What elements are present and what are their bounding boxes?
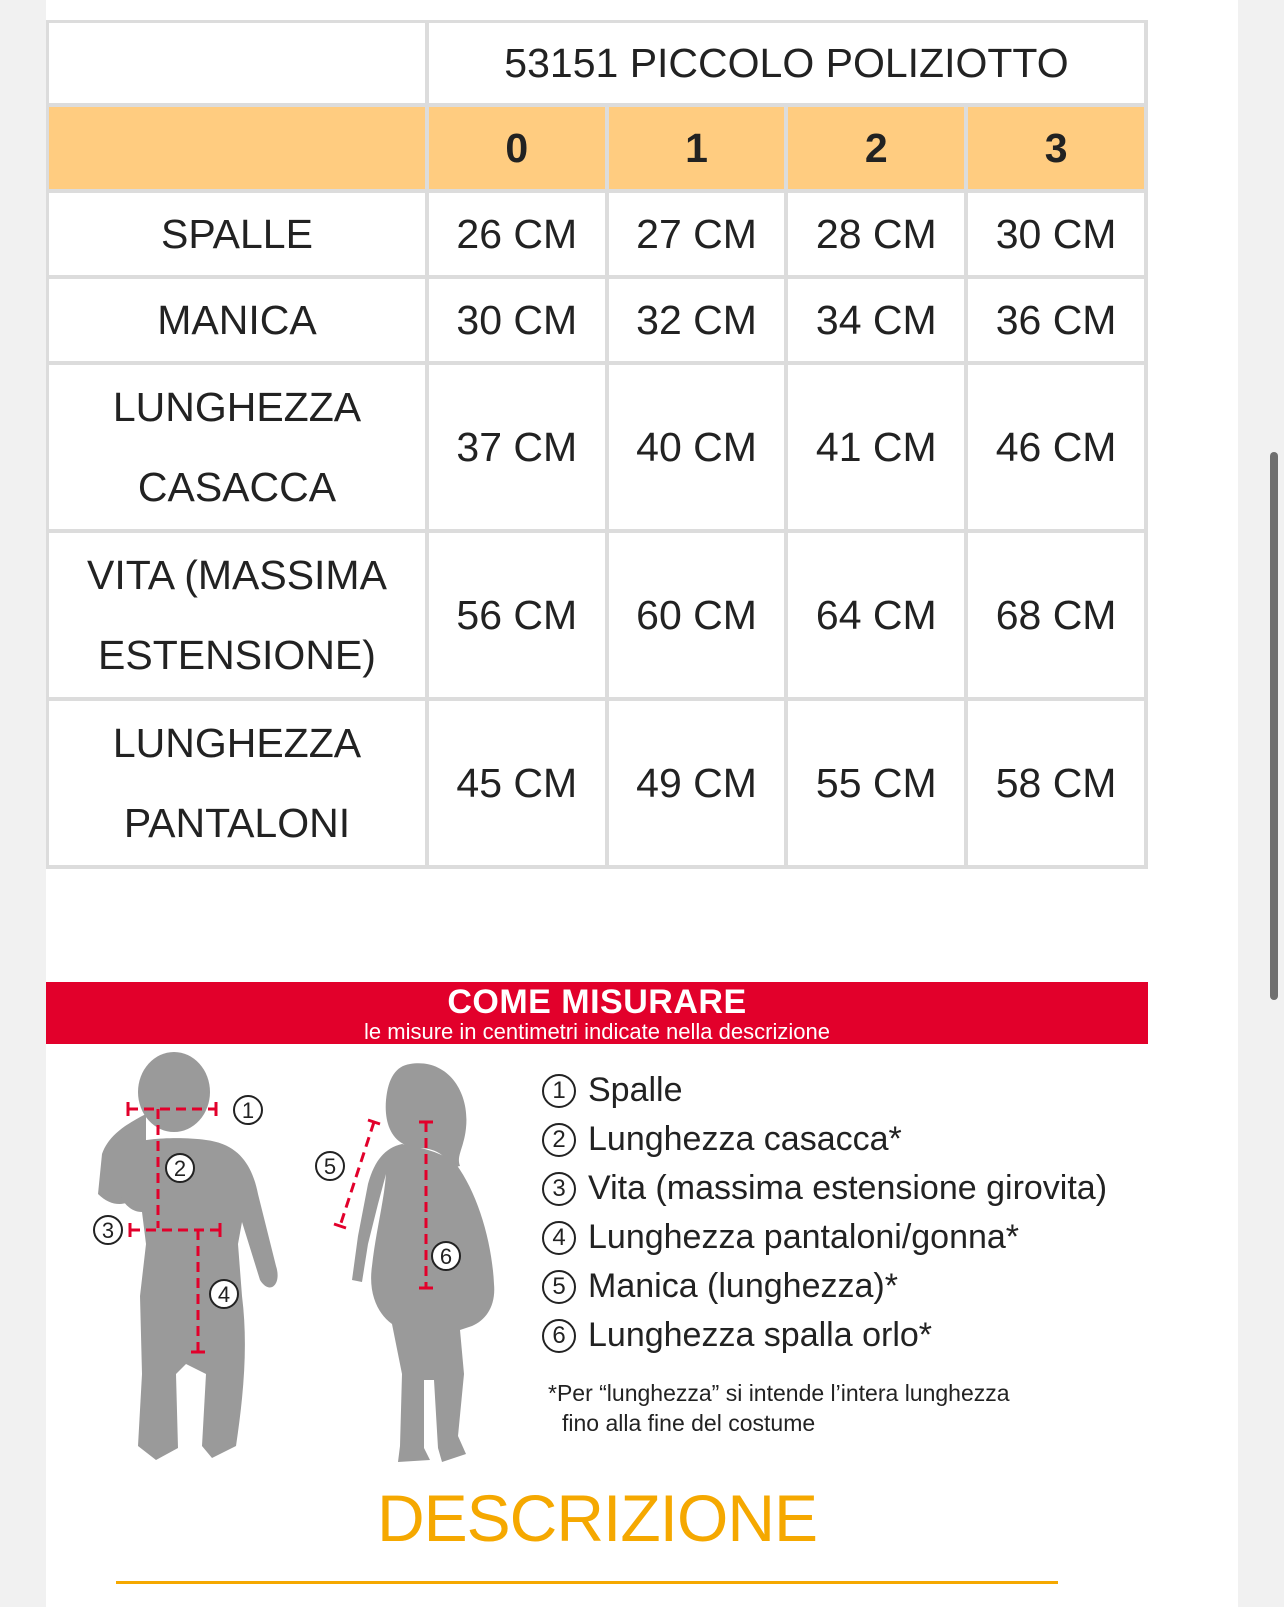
table-cell: 26 CM [429, 193, 609, 279]
table-cell: 37 CM [429, 365, 609, 533]
size-header-2: 2 [788, 107, 968, 193]
list-item [542, 1213, 1152, 1262]
number-circle-icon: 4 [542, 1221, 576, 1255]
legend-text: Manica (lunghezza)* [588, 1267, 898, 1305]
table-row [49, 701, 1148, 869]
how-to-measure-banner [46, 982, 1148, 1044]
how-to-measure-section [46, 982, 1148, 1472]
length-note-line-1: *Per “lunghezza” si intende l’intera lunghezza [548, 1380, 1010, 1406]
size-chart-title-row [49, 23, 1148, 107]
size-header-3: 3 [968, 107, 1148, 193]
row-label-line: SPALLE [160, 210, 313, 257]
table-cell: 64 CM [788, 533, 968, 701]
table-cell: 28 CM [788, 193, 968, 279]
list-item [542, 1262, 1152, 1311]
figure-marker-6: 6 [439, 1244, 453, 1269]
table-row [49, 193, 1148, 279]
table-cell: 56 CM [429, 533, 609, 701]
table-cell: 36 CM [968, 279, 1148, 365]
number-circle-icon: 1 [542, 1074, 576, 1108]
list-item [542, 1066, 1152, 1115]
table-cell: 55 CM [788, 701, 968, 869]
row-label [49, 533, 429, 701]
legend-text: Lunghezza spalla orlo* [588, 1316, 933, 1354]
table-cell: 60 CM [609, 533, 789, 701]
number-circle-icon: 2 [542, 1123, 576, 1157]
description-divider [116, 1581, 1058, 1584]
empty-corner-cell [49, 23, 429, 107]
table-cell: 32 CM [609, 279, 789, 365]
size-header-0: 0 [429, 107, 609, 193]
list-item [542, 1311, 1152, 1360]
figure-marker-1: 1 [241, 1098, 255, 1123]
table-cell: 41 CM [788, 365, 968, 533]
table-cell: 30 CM [429, 279, 609, 365]
figure-marker-4: 4 [217, 1282, 231, 1307]
table-row [49, 279, 1148, 365]
page-margin-left [0, 0, 46, 1607]
size-header-empty-cell [49, 107, 429, 193]
number-circle-icon: 3 [542, 1172, 576, 1206]
row-label [49, 701, 429, 869]
row-label-line: PANTALONI [123, 800, 351, 846]
table-cell: 58 CM [968, 701, 1148, 869]
size-header-1: 1 [609, 107, 789, 193]
measure-figures [46, 1044, 516, 1472]
legend-text: Lunghezza casacca* [588, 1120, 902, 1158]
row-label-line: CASACCA [137, 464, 337, 510]
table-cell: 46 CM [968, 365, 1148, 533]
size-header-row [49, 107, 1148, 193]
table-row [49, 365, 1148, 533]
figure-marker-3: 3 [101, 1218, 115, 1243]
table-cell: 49 CM [609, 701, 789, 869]
table-cell: 27 CM [609, 193, 789, 279]
legend-text: Lunghezza pantaloni/gonna* [588, 1218, 1020, 1256]
how-to-measure-subtitle: le misure in centimetri indicate nella descrizione [364, 1019, 830, 1044]
length-note-line-2: fino alla fine del costume [562, 1410, 816, 1436]
legend-text: Spalle [588, 1071, 683, 1109]
list-item [542, 1115, 1152, 1164]
table-cell: 68 CM [968, 533, 1148, 701]
table-cell: 30 CM [968, 193, 1148, 279]
number-circle-icon: 5 [542, 1270, 576, 1304]
product-title: 53151 PICCOLO POLIZIOTTO [429, 23, 1148, 107]
table-cell: 45 CM [429, 701, 609, 869]
row-label [49, 365, 429, 533]
number-circle-icon: 6 [542, 1319, 576, 1353]
legend-text: Vita (massima estensione girovita) [588, 1169, 1108, 1207]
figure-marker-5: 5 [323, 1154, 337, 1179]
description-heading: DESCRIZIONE [376, 1481, 818, 1555]
table-cell: 40 CM [609, 365, 789, 533]
measure-legend [542, 1066, 1152, 1438]
row-label-line: MANICA [157, 296, 317, 343]
figure-marker-2: 2 [173, 1156, 187, 1181]
row-label-line: LUNGHEZZA [112, 384, 362, 430]
row-label-line: VITA (MASSIMA [86, 552, 387, 598]
table-row [49, 533, 1148, 701]
row-label [49, 279, 429, 365]
row-label [49, 193, 429, 279]
table-cell: 34 CM [788, 279, 968, 365]
row-label-line: LUNGHEZZA [112, 720, 362, 766]
length-note [548, 1378, 1152, 1438]
row-label-line: ESTENSIONE) [98, 632, 376, 678]
scrollbar[interactable] [1270, 452, 1278, 1000]
how-to-measure-title: COME MISURARE [447, 983, 747, 1021]
size-chart-table [46, 20, 1148, 869]
list-item [542, 1164, 1152, 1213]
